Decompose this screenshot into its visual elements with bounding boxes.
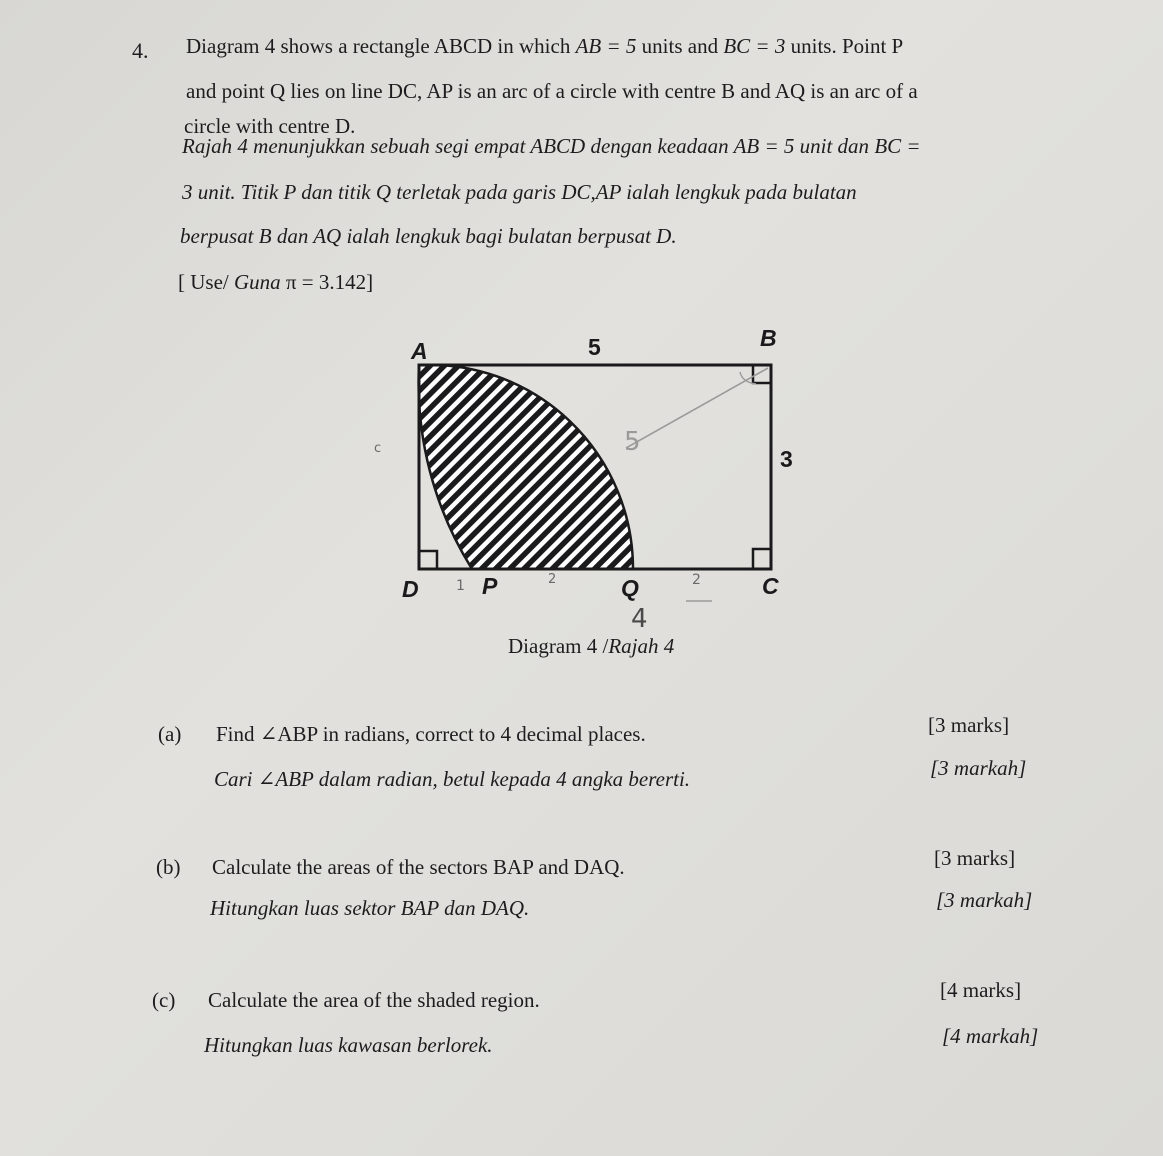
diagram-4 [360,320,820,640]
right-angle-D [419,551,437,569]
right-angle-C [753,549,771,569]
handwritten-radius-5: 5 [624,427,641,457]
label-D: D [402,576,419,602]
part-b-marks-ms: [3 markah] [936,888,1033,912]
part-a-text-en: Find ∠ABP in radians, correct to 4 decimal places. [216,722,646,746]
label-Q: Q [621,575,639,601]
right-angle-B [753,365,771,383]
part-c-text-ms: Hitungkan luas kawasan berlorek. [204,1033,493,1057]
question-text-en-line3: circle with centre D. [184,114,356,138]
part-c-marks-ms: [4 markah] [942,1024,1039,1048]
part-a-label: (a) [158,722,182,746]
handwritten-tick: 1 [456,578,465,594]
part-b-label: (b) [156,855,181,879]
question-text-ms-line1: Rajah 4 menunjukkan sebuah segi empat ABCD dengan keadaan AB = 5 unit dan BC = [182,134,921,158]
question-text-en-line2: and point Q lies on line DC, AP is an arc of a circle with centre B and AQ is an arc of a [186,79,918,103]
question-text-ms-line3: berpusat B dan AQ ialah lengkuk bagi bulatan berpusat D. [180,224,677,248]
handwritten-seg-QC: 2 [692,572,701,588]
part-c-label: (c) [152,988,176,1012]
label-B: B [760,325,777,351]
question-text-en-line1: Diagram 4 shows a rectangle ABCD in which AB = 5 units and BC = 3 units. Point P [186,34,904,58]
label-A: A [411,338,428,364]
part-c-marks-en: [4 marks] [940,978,1022,1002]
label-P: P [482,573,498,599]
part-c-text-en: Calculate the area of the shaded region. [208,988,540,1012]
side-length-BC: 3 [780,446,793,472]
diagram-caption: Diagram 4 /Rajah 4 [508,634,675,658]
part-b-text-en: Calculate the areas of the sectors BAP and DAQ. [212,855,625,879]
label-C: C [762,573,779,599]
question-number: 4. [132,38,149,63]
handwritten-seg-PQ: 2 [548,572,557,587]
pencil-radius-line [626,368,768,448]
part-a-marks-en: [3 marks] [928,713,1010,737]
part-b-marks-en: [3 marks] [934,846,1016,870]
part-a-marks-ms: [3 markah] [930,756,1027,780]
part-a-text-ms: Cari ∠ABP dalam radian, betul kepada 4 angka bererti. [214,767,691,791]
side-length-AB: 5 [588,334,601,360]
question-text-ms-line2: 3 unit. Titik P dan titik Q terletak pada garis DC,AP ialah lengkuk pada bulatan [182,180,857,204]
pi-instruction: [ Use/ Guna π = 3.142] [178,270,374,294]
handwritten-stray-mark: c [374,441,382,456]
part-b-text-ms: Hitungkan luas sektor BAP dan DAQ. [210,896,530,920]
shaded-region [419,365,633,569]
handwritten-total-4: 4 [631,604,648,634]
